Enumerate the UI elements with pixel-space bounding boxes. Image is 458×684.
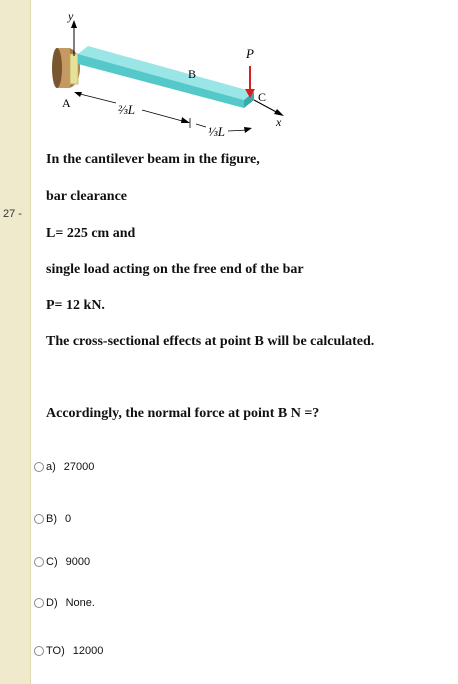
question-text-line-5: P= 12 kN.	[46, 298, 105, 313]
answer-option-d[interactable]	[34, 597, 95, 609]
option-letter: TO)	[46, 645, 65, 657]
question-text-line-1: In the cantilever beam in the figure,	[46, 152, 260, 167]
answer-option-b[interactable]	[34, 513, 71, 525]
radio-button[interactable]	[34, 646, 44, 656]
option-value: 0	[65, 513, 72, 525]
x-axis-label: x	[276, 115, 282, 129]
option-value: 12000	[72, 645, 104, 657]
point-c-label: C	[258, 90, 267, 104]
option-value: 9000	[65, 556, 91, 568]
point-b-label: B	[188, 67, 197, 81]
radio-button[interactable]	[34, 557, 44, 567]
wall-support	[52, 48, 80, 88]
radio-button[interactable]	[34, 462, 44, 472]
answer-option-to[interactable]	[34, 645, 103, 657]
point-a-label: A	[62, 96, 71, 110]
radio-button[interactable]	[34, 514, 44, 524]
question-number: 27 -	[3, 208, 22, 220]
dimension-label-one-third: ⅓L	[208, 124, 225, 139]
option-value: 27000	[63, 461, 95, 473]
answer-option-a[interactable]	[34, 461, 94, 473]
question-text-line-2: bar clearance	[46, 189, 127, 204]
option-letter: D)	[46, 597, 58, 609]
radio-button[interactable]	[34, 598, 44, 608]
question-text-line-4: single load acting on the free end of the bar	[46, 262, 304, 277]
load-label-p: P	[246, 46, 254, 61]
option-letter: B)	[46, 513, 57, 525]
option-letter: C)	[46, 556, 58, 568]
dimension-label-two-thirds: ⅔L	[118, 102, 135, 117]
question-number-panel	[0, 0, 31, 684]
question-text-line-3: L= 225 cm and	[46, 226, 136, 241]
beam	[78, 46, 254, 108]
cantilever-beam-figure	[48, 6, 292, 144]
option-letter: a)	[46, 461, 56, 473]
answer-option-c[interactable]	[34, 556, 90, 568]
question-text-line-6: The cross-sectional effects at point B will be calculated.	[46, 334, 375, 349]
option-value: None.	[65, 597, 95, 609]
question-text-line-7: Accordingly, the normal force at point B N =?	[46, 406, 320, 421]
y-axis-label: y	[68, 9, 74, 23]
